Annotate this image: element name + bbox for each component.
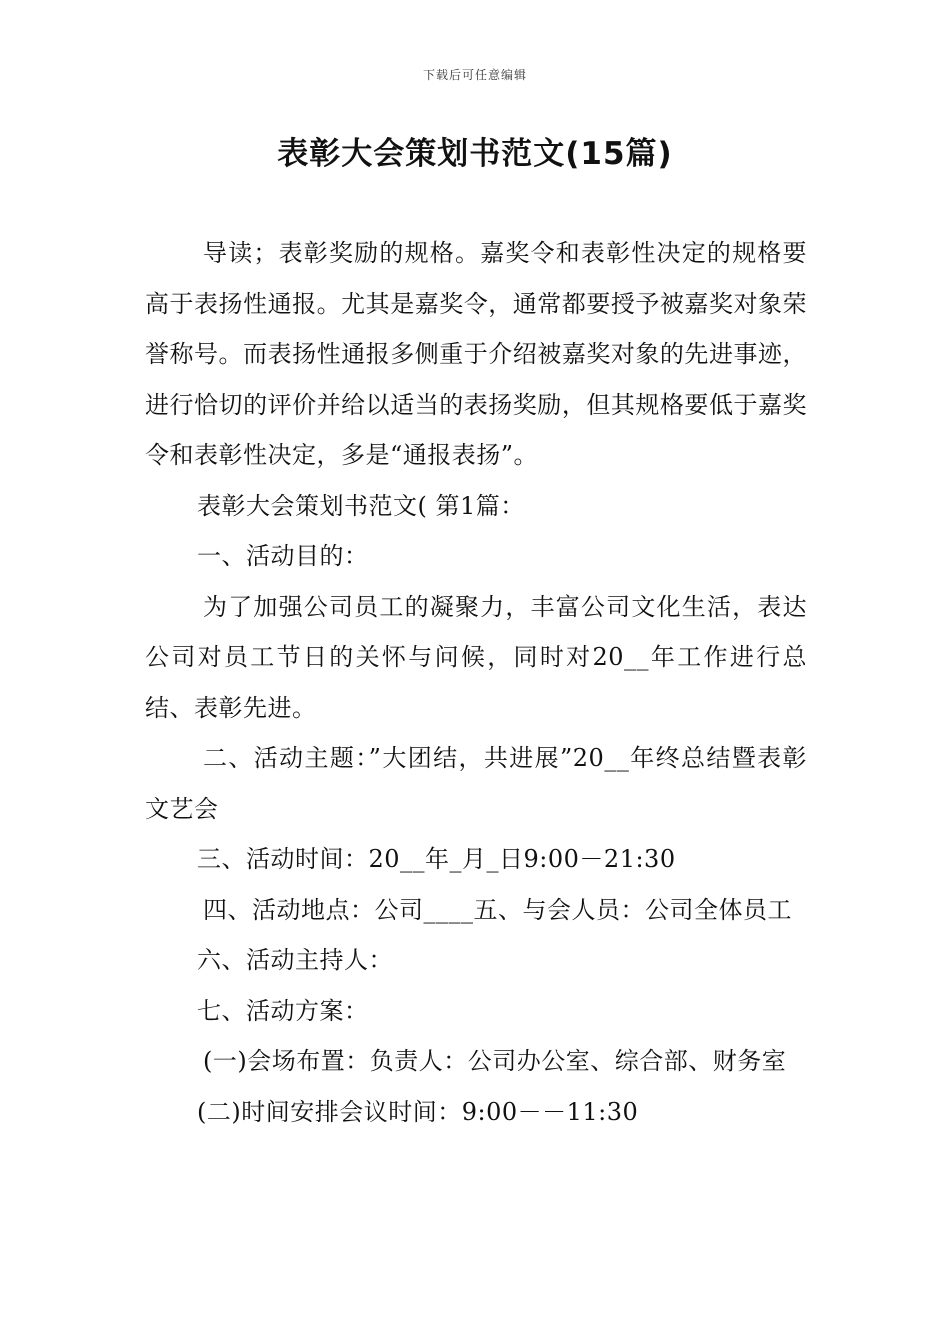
header-note: 下载后可任意编辑 [422,68,527,82]
list-item: 一、活动目的： [197,542,369,570]
list-item: 七、活动方案： [197,996,369,1025]
body-paragraph: 为了加强公司员工的凝聚力，丰富公司文化生活，表达公司对员工节日的关怀与问候，同时对20__年工作进行总结、表彰先进。 [145,592,807,722]
list-item: (二)时间安排会议时间：9:00－－11:30 [197,1097,639,1126]
document-body [145,228,807,1137]
document-title: 表彰大会策划书范文(15篇) [277,136,673,172]
list-item: 二、活动主题：”大团结，共进展”20__年终总结暨表彰文艺会 [145,744,807,823]
list-item: 四、活动地点：公司____五、与会人员：公司全体员工 [203,895,792,924]
list-item: 六、活动主持人： [197,946,393,974]
list-item: 三、活动时间：20__年_月_日9:00－21:30 [197,845,676,873]
list-item: (一)会场布置：负责人：公司办公室、综合部、财务室 [203,1047,787,1075]
section-heading: 表彰大会策划书范文( 第1篇： [197,491,525,520]
intro-paragraph: 导读；表彰奖励的规格。嘉奖令和表彰性决定的规格要高于表扬性通报。尤其是嘉奖令，通常都要授予被嘉奖对象荣誉称号。而表扬性通报多侧重于介绍被嘉奖对象的先进事迹，进行恰切的评价并给以适当的表扬奖励，但其规格要低于嘉奖令和表彰性决定，多是“通报表扬”。 [145,239,807,469]
